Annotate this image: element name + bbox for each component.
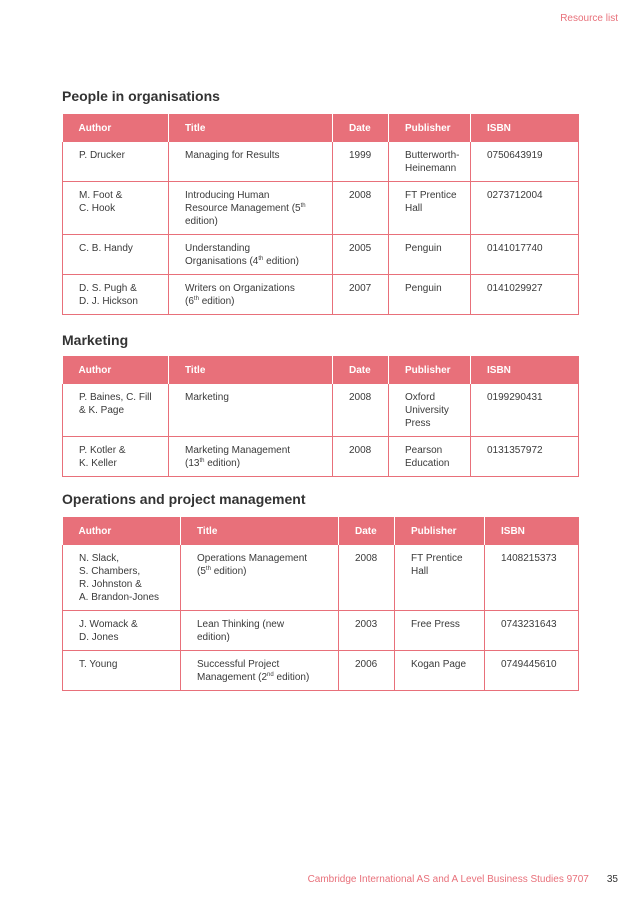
title-ordinal-suffix: th: [258, 256, 264, 262]
date-cell: 2007: [333, 275, 389, 315]
publisher-cell: Kogan Page: [395, 651, 485, 691]
page-footer: [308, 874, 618, 885]
title-cell: [169, 182, 333, 235]
publisher-cell: Oxford University Press: [389, 384, 471, 437]
author-cell: P. Baines, C. Fill & K. Page: [63, 384, 169, 437]
isbn-cell: 0141017740: [471, 235, 579, 275]
author-cell: D. S. Pugh & D. J. Hickson: [63, 275, 169, 315]
resource-table: [62, 517, 579, 691]
resource-table: [62, 356, 579, 477]
date-cell: 2008: [333, 182, 389, 235]
title-text-end: edition): [204, 458, 241, 469]
title-cell: [169, 235, 333, 275]
publisher-cell: FT Prentice Hall: [389, 182, 471, 235]
table-row: [63, 182, 579, 235]
title-text-end: edition): [185, 216, 218, 227]
isbn-cell: 0273712004: [471, 182, 579, 235]
isbn-cell: 1408215373: [485, 545, 579, 611]
table-header-row: [63, 517, 579, 545]
table-row: [63, 611, 579, 651]
column-header-title: Title: [169, 114, 333, 142]
title-text-end: edition): [273, 672, 310, 683]
title-text: Marketing: [185, 392, 229, 403]
column-header-publisher: Publisher: [395, 517, 485, 545]
column-header-date: Date: [333, 114, 389, 142]
table-row: [63, 235, 579, 275]
title-text: Introducing Human Resource Management (5: [185, 190, 301, 214]
section-operations-and-project-management: [62, 490, 578, 691]
title-text: Managing for Results: [185, 150, 280, 161]
title-cell: [181, 651, 339, 691]
title-text: Lean Thinking (new edition): [197, 619, 285, 643]
publisher-cell: FT Prentice Hall: [395, 545, 485, 611]
column-header-author: Author: [63, 114, 169, 142]
table-row: [63, 384, 579, 437]
title-text: Operations Management (5: [197, 553, 308, 577]
title-ordinal-suffix: th: [205, 566, 211, 572]
column-header-isbn: ISBN: [471, 114, 579, 142]
isbn-cell: 0199290431: [471, 384, 579, 437]
title-cell: [169, 437, 333, 477]
publisher-cell: Pearson Education: [389, 437, 471, 477]
column-header-date: Date: [339, 517, 395, 545]
date-cell: 2008: [333, 384, 389, 437]
table-row: [63, 651, 579, 691]
title-cell: [181, 611, 339, 651]
title-ordinal-suffix: th: [199, 458, 205, 464]
section-title: People in organisations: [62, 88, 220, 104]
column-header-publisher: Publisher: [389, 356, 471, 384]
table-body: [63, 142, 579, 315]
title-text-end: edition): [210, 566, 247, 577]
publisher-cell: Penguin: [389, 235, 471, 275]
isbn-cell: 0131357972: [471, 437, 579, 477]
date-cell: 2008: [333, 437, 389, 477]
table-body: [63, 545, 579, 691]
section-title: Marketing: [62, 332, 129, 348]
title-cell: [169, 384, 333, 437]
date-cell: 2008: [339, 545, 395, 611]
author-cell: C. B. Handy: [63, 235, 169, 275]
title-ordinal-suffix: nd: [267, 672, 274, 678]
table-header-row: [63, 356, 579, 384]
section-marketing: [62, 331, 578, 477]
title-ordinal-suffix: th: [193, 296, 199, 302]
footer-text: Cambridge International AS and A Level Business Studies 9707: [307, 874, 589, 885]
resource-table: [62, 114, 579, 315]
table-row: [63, 437, 579, 477]
author-cell: P. Kotler & K. Keller: [63, 437, 169, 477]
title-ordinal-suffix: th: [300, 203, 306, 209]
column-header-date: Date: [333, 356, 389, 384]
publisher-cell: Free Press: [395, 611, 485, 651]
column-header-isbn: ISBN: [471, 356, 579, 384]
column-header-title: Title: [181, 517, 339, 545]
author-cell: N. Slack, S. Chambers, R. Johnston & A. Brandon-Jones: [63, 545, 181, 611]
author-cell: T. Young: [63, 651, 181, 691]
title-cell: [169, 142, 333, 182]
publisher-cell: Butterworth- Heinemann: [389, 142, 471, 182]
title-text-end: edition): [263, 256, 299, 267]
table-header-row: [63, 114, 579, 142]
title-text: Marketing Management (13: [185, 445, 291, 469]
column-header-author: Author: [63, 517, 181, 545]
date-cell: 1999: [333, 142, 389, 182]
isbn-cell: 0743231643: [485, 611, 579, 651]
title-text: Understanding Organisations (4: [185, 243, 259, 267]
title-text-end: edition): [198, 296, 235, 307]
title-cell: [181, 545, 339, 611]
author-cell: J. Womack & D. Jones: [63, 611, 181, 651]
title-text: Writers on Organizations (6: [185, 283, 295, 307]
table-row: [63, 142, 579, 182]
publisher-cell: Penguin: [389, 275, 471, 315]
isbn-cell: 0141029927: [471, 275, 579, 315]
date-cell: 2003: [339, 611, 395, 651]
table-row: [63, 275, 579, 315]
date-cell: 2006: [339, 651, 395, 691]
column-header-title: Title: [169, 356, 333, 384]
title-cell: [169, 275, 333, 315]
table-body: [63, 384, 579, 477]
author-cell: P. Drucker: [63, 142, 169, 182]
column-header-publisher: Publisher: [389, 114, 471, 142]
column-header-author: Author: [63, 356, 169, 384]
isbn-cell: 0749445610: [485, 651, 579, 691]
title-text: Successful Project Management (2: [197, 659, 280, 683]
author-cell: M. Foot & C. Hook: [63, 182, 169, 235]
isbn-cell: 0750643919: [471, 142, 579, 182]
column-header-isbn: ISBN: [485, 517, 579, 545]
running-header: Resource list: [560, 13, 618, 24]
section-title: Operations and project management: [62, 491, 306, 507]
table-row: [63, 545, 579, 611]
page-number: 35: [606, 874, 618, 885]
section-people-in-organisations: [62, 87, 578, 315]
date-cell: 2005: [333, 235, 389, 275]
